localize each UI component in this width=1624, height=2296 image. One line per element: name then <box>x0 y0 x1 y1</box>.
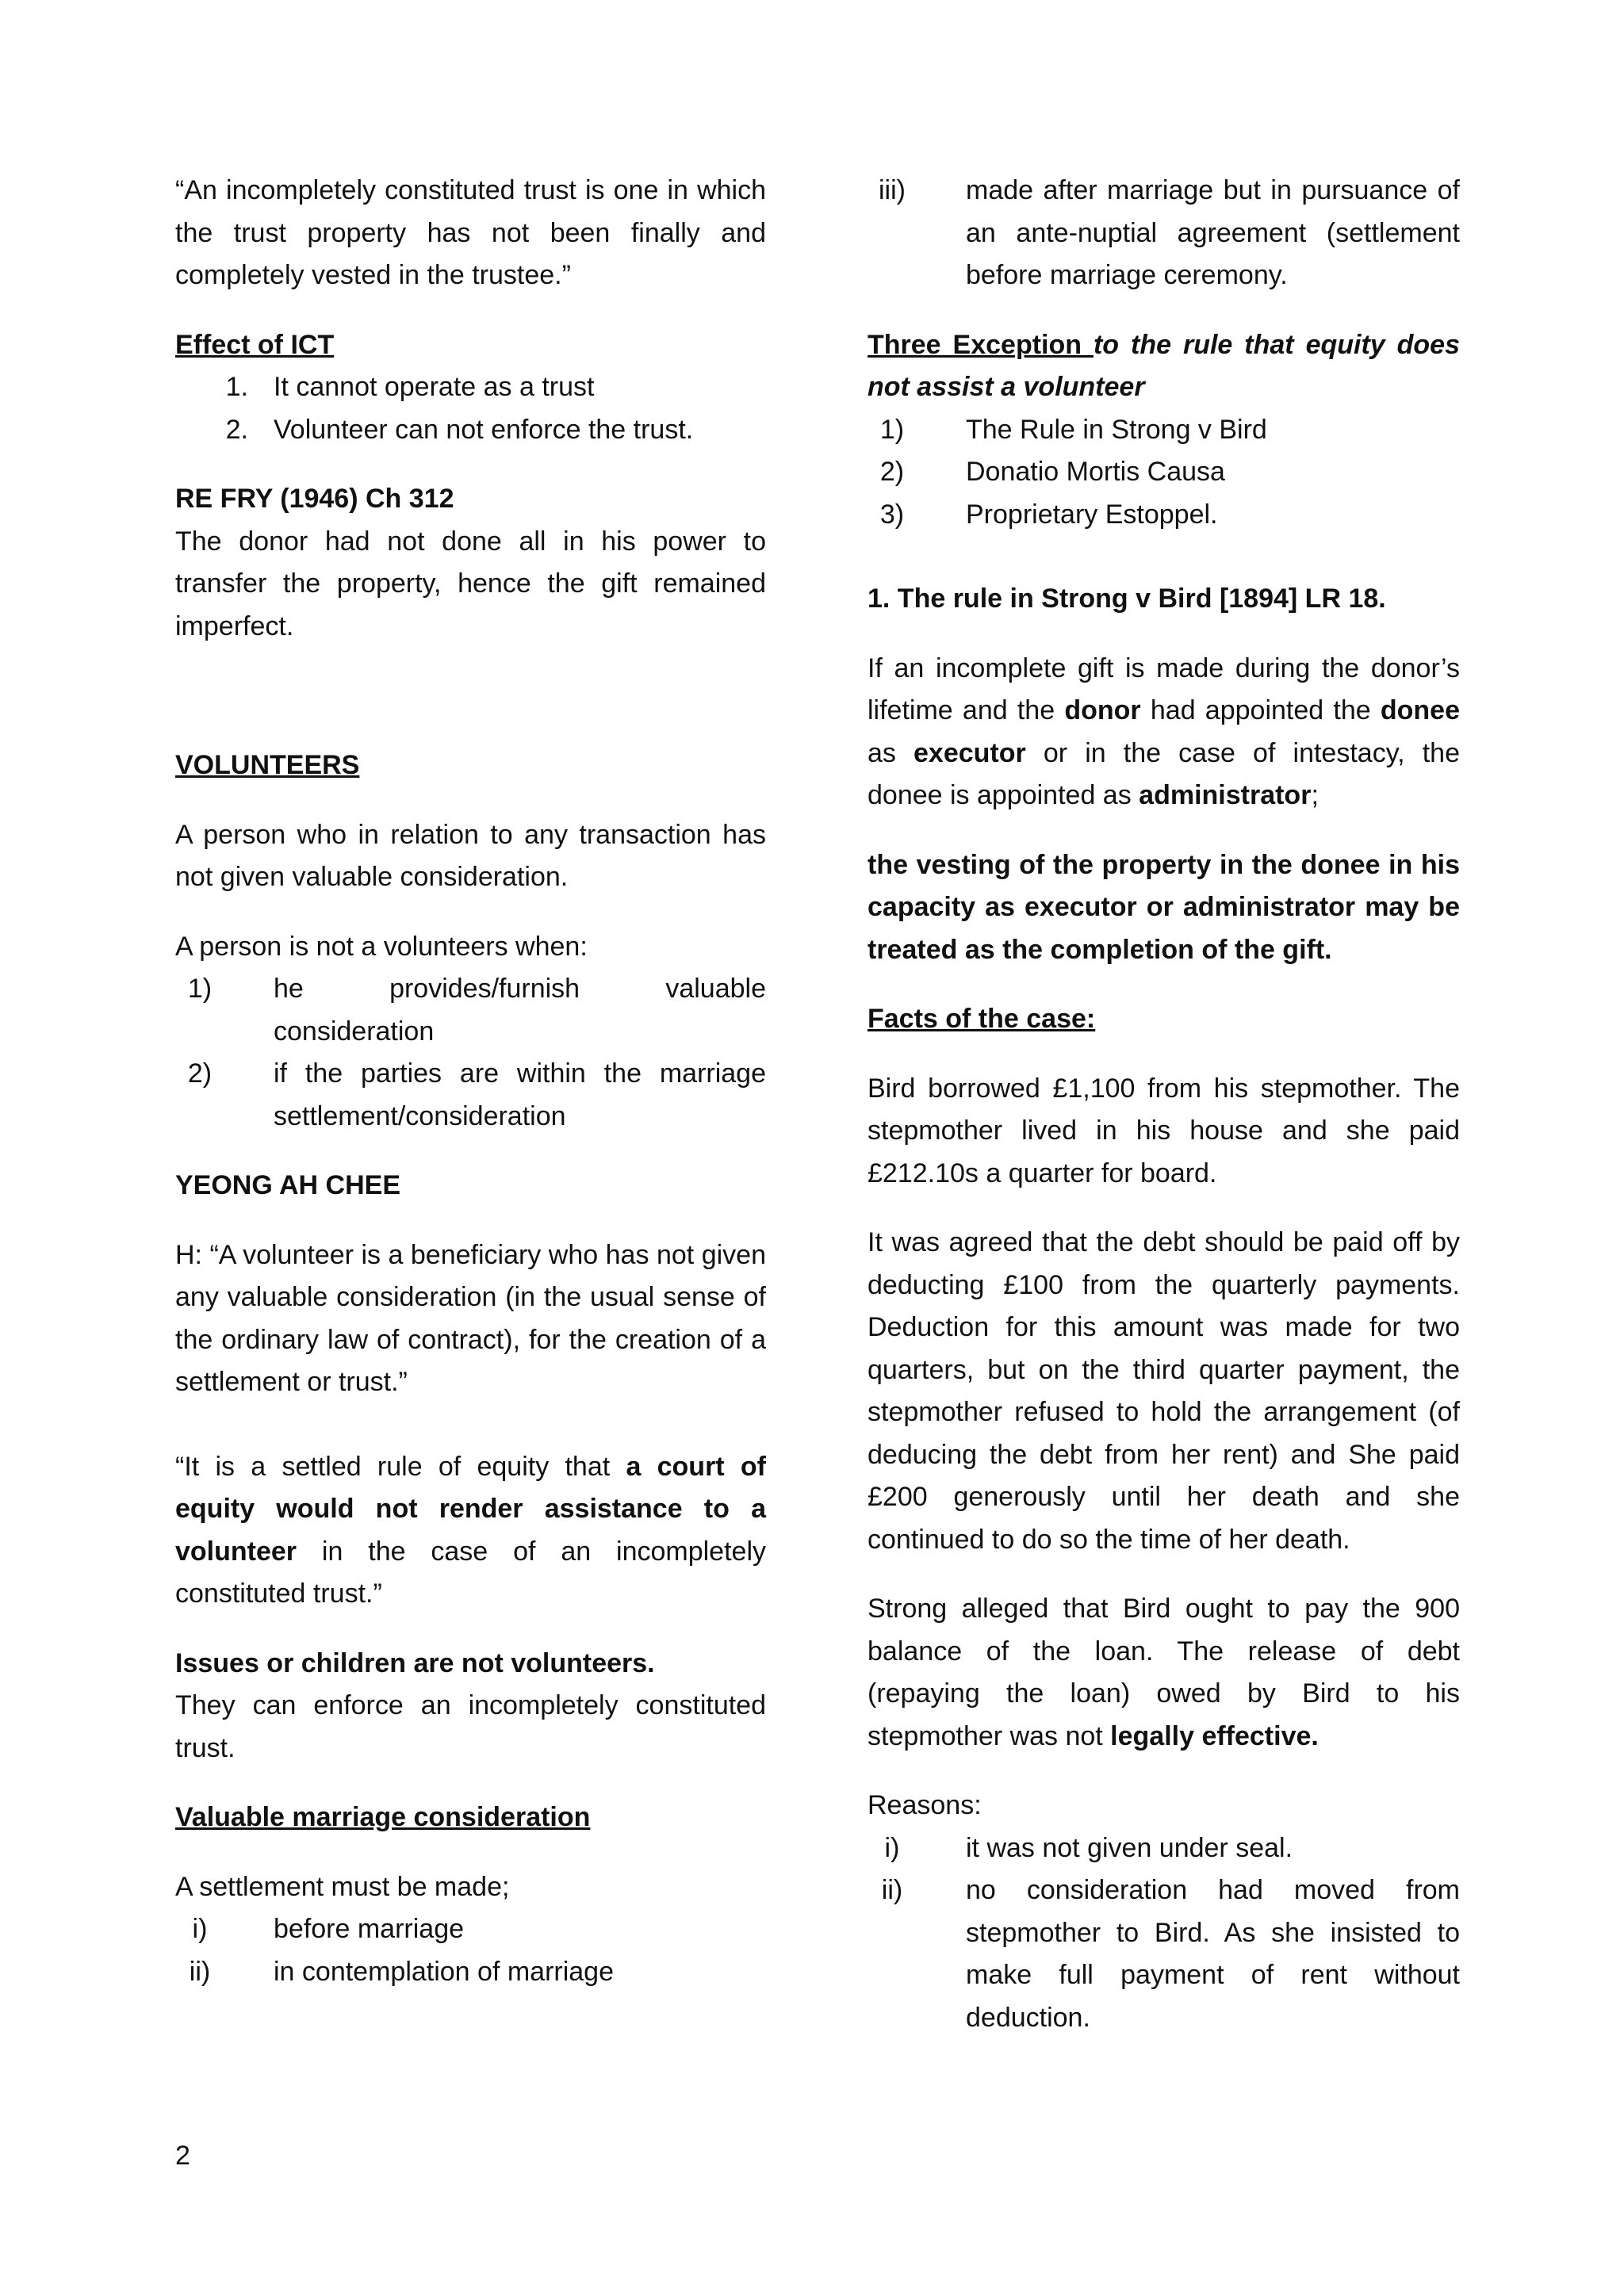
list-item: 2) Donatio Mortis Causa <box>879 457 1225 487</box>
settlement-list-continued <box>868 170 1460 297</box>
list-item: 1) The Rule in Strong v Bird <box>879 414 1267 445</box>
exceptions-list <box>868 409 1460 537</box>
settled-rule-text: “It is a settled rule of equity that a court of equity would not render assistance to a volunteer in the case of an incompletely constituted trust.” <box>175 1451 766 1609</box>
not-volunteer-intro: A person is not a volunteers when: <box>175 931 588 962</box>
page-number: 2 <box>175 2141 190 2171</box>
list-item: ii) no consideration had moved from stepmother to Bird. As she insisted to make full payment of rent without deduction. <box>881 1875 1460 2033</box>
volunteers-heading: VOLUNTEERS <box>175 750 360 780</box>
list-item: i) it was not given under seal. <box>884 1832 1293 1863</box>
list-item: 1) he provides/furnish valuable consideration <box>187 974 766 1047</box>
list-item: i) before marriage <box>192 1914 465 1944</box>
list-item: ii) in contemplation of marriage <box>189 1956 615 1987</box>
list-item: 1. It cannot operate as a trust <box>225 372 595 402</box>
effect-heading: Effect of ICT <box>175 329 335 360</box>
issues-heading: Issues or children are not volunteers. <box>175 1647 655 1678</box>
facts-paragraph-1: Bird borrowed £1,100 from his stepmother. The stepmother lived in his house and she paid £212.10s a quarter for board. <box>868 1073 1460 1188</box>
issues-text: They can enforce an incompletely constituted trust. <box>175 1690 766 1763</box>
effect-list <box>175 366 766 451</box>
list-item: iii) made after marriage but in pursuance of an ante-nuptial agreement (settlement before marriage ceremony. <box>879 175 1460 290</box>
settlement-list <box>175 1908 766 1993</box>
list-item: 2. Volunteer can not enforce the trust. <box>225 414 694 445</box>
facts-heading: Facts of the case: <box>868 1004 1096 1034</box>
list-item: 3) Proprietary Estoppel. <box>879 499 1218 530</box>
strong-v-bird-effect: the vesting of the property in the donee in his capacity as executor or administrator may be treated as the completion of the gift. <box>868 849 1460 965</box>
list-item: 2) if the parties are within the marriage settlement/consideration <box>187 1058 766 1131</box>
left-column <box>175 170 766 1993</box>
strong-v-bird-heading: 1. The rule in Strong v Bird [1894] LR 18. <box>868 584 1386 614</box>
volunteers-definition: A person who in relation to any transaction has not given valuable consideration. <box>175 819 766 892</box>
not-volunteer-list <box>175 968 766 1138</box>
intro-quote: “An incompletely constituted trust is one in which the trust property has not been finally and completely vested in the trustee.” <box>175 175 766 290</box>
strong-v-bird-rule: If an incomplete gift is made during the donor’s lifetime and the donor had appointed the donee as executor or in the case of intestacy, the donee is appointed as administrator; <box>868 652 1460 810</box>
facts-paragraph-2: It was agreed that the debt should be paid off by deducting £100 from the quarterly payments. Deduction for this amount was made for two quarters, but on the third quarter payment, the stepmother refused to hold the arrangement (of deducing the debt from her rent) and She paid £200 generously until her death and she continued to do so the time of her death. <box>868 1227 1460 1555</box>
reasons-list <box>868 1827 1460 2040</box>
facts-paragraph-3: Strong alleged that Bird ought to pay the 900 balance of the loan. The release of debt (repaying the loan) owed by Bird to his stepmother was not legally effective. <box>868 1594 1460 1751</box>
vmc-heading: Valuable marriage consideration <box>175 1802 591 1832</box>
settlement-intro: A settlement must be made; <box>175 1871 510 1902</box>
re-fry-text: The donor had not done all in his power to transfer the property, hence the gift remained imperfect. <box>175 526 766 641</box>
right-column <box>868 170 1460 2039</box>
re-fry-heading: RE FRY (1946) Ch 312 <box>175 484 454 514</box>
yeong-heading: YEONG AH CHEE <box>175 1170 401 1200</box>
yeong-held-text: H: “A volunteer is a beneficiary who has not given any valuable consideration (in the usual sense of the ordinary law of contract), for the creation of a settlement or trust.” <box>175 1239 766 1397</box>
reasons-heading: Reasons: <box>868 1790 982 1820</box>
exceptions-heading: Three Exception to the rule that equity does not assist a volunteer <box>868 329 1460 402</box>
